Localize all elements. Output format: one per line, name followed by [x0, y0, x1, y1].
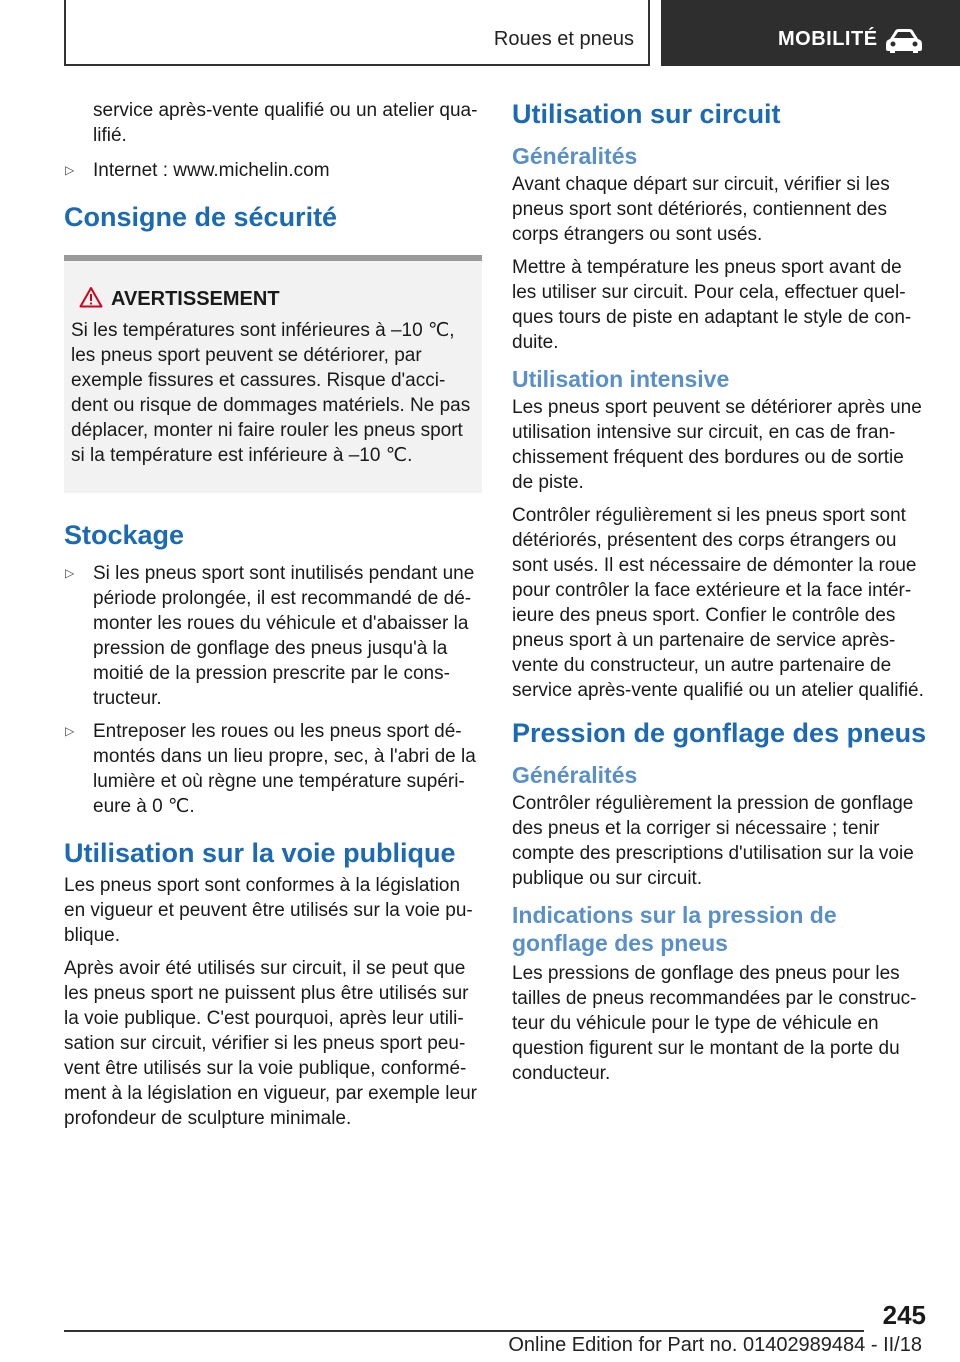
list-item — [64, 158, 482, 183]
safety-heading: Consigne de sécurité — [64, 202, 338, 232]
indications-heading: Indications sur la pression de gonflage des pneus — [512, 902, 837, 956]
intensive-heading: Utilisation intensive — [512, 366, 730, 392]
chapter-title: MOBILITÉ — [778, 28, 878, 50]
circuit-heading: Utilisation sur circuit — [512, 99, 781, 129]
footer-edition: Online Edition for Part no. 01402989484 - II/18 — [508, 1334, 922, 1356]
bullet-triangle-icon: ▷ — [65, 566, 75, 580]
intensive-paragraph-1: Les pneus sport peuvent se détériorer après une utilisation intensive sur circuit, en cas de fran-chissement fréquent des bordures ou de sortie de piste. — [512, 397, 922, 493]
list-item-text: Si les pneus sport sont inutilisés pendant une période prolongée, il est recommandé de dé-monter les roues du véhicule et d'abaisser la pression de gonflage des pneus jusqu'à la moitié de la pression prescrite par le cons-tructeur. — [93, 563, 475, 709]
pressure-general-heading: Généralités — [512, 762, 638, 788]
footer-rule — [64, 1330, 864, 1332]
road-paragraph-1: Les pneus sport sont conformes à la législation en vigueur et peuvent être utilisés sur la voie pu-blique. — [64, 875, 473, 946]
road-heading: Utilisation sur la voie publique — [64, 838, 456, 868]
bullet-triangle-icon: ▷ — [65, 163, 75, 177]
pressure-paragraph-1: Contrôler régulièrement la pression de gonflage des pneus et la corriger si nécessaire ; tenir compte des prescriptions d'utilisation sur la voie publique ou sur circuit. — [512, 793, 914, 889]
list-item-text: Entreposer les roues ou les pneus sport dé-montés dans un lieu propre, sec, à l'abri de la lumière et où règne une température supéri-eure à 0 ℃. — [93, 721, 476, 817]
continued-text: service après-vente qualifié ou un atelier qua-lifié. — [93, 100, 478, 146]
page-header — [0, 0, 960, 66]
car-icon — [884, 28, 924, 54]
left-column — [64, 98, 482, 1139]
pressure-heading: Pression de gonflage des pneus — [512, 718, 927, 748]
warning-title-row — [71, 286, 474, 312]
warning-title: AVERTISSEMENT — [111, 288, 280, 310]
general-heading: Généralités — [512, 143, 638, 169]
list-item — [64, 719, 482, 819]
road-paragraph-2: Après avoir été utilisés sur circuit, il se peut que les pneus sport ne puissent plus être utilisés sur la voie publique. C'est pourquoi, après leur utili-sation sur circuit, vérifier si les pneus sport peu-vent être utilisés sur la voie publique, conformé-ment à la législation en vigueur, par exemple leur profondeur de sculpture minimale. — [64, 958, 477, 1129]
section-title: Roues et pneus — [493, 28, 634, 50]
list-item-text: Internet : www.michelin.com — [93, 160, 330, 181]
storage-heading: Stockage — [64, 520, 185, 550]
list-item — [64, 561, 482, 711]
general-paragraph-1: Avant chaque départ sur circuit, vérifier si les pneus sport sont détériorés, contiennent des corps étrangers ou sont usés. — [512, 174, 890, 245]
page-number: 245 — [882, 1300, 926, 1330]
general-paragraph-2: Mettre à température les pneus sport avant de les utiliser sur circuit. Pour cela, effectuer quel-ques tours de piste en adaptant le style de con-duite. — [512, 257, 912, 353]
warning-box — [64, 255, 482, 493]
warning-body: Si les températures sont inférieures à –10 ℃, les pneus sport peuvent se détériorer, par exemple fissures et cassures. Risque d'acci-dent ou risque de dommages matériels. Ne pas déplacer, monter ni faire rouler les pneus sport si la température est inférieure à –10 ℃. — [71, 320, 471, 466]
warning-triangle-icon — [79, 286, 103, 308]
section-tab — [64, 0, 650, 66]
intensive-paragraph-2: Contrôler régulièrement si les pneus sport sont détériorés, présentent des corps étrangers ou sont usés. Il est nécessaire de démonter la roue pour contrôler la face extérieure et la face intér-ieure des pneus sport. Confier le contrôle des pneus sport à un partenaire de service après-vente du constructeur, un autre partenaire de service après-vente qualifié ou un atelier qualifié. — [512, 505, 924, 701]
bullet-triangle-icon: ▷ — [65, 724, 75, 738]
right-column — [512, 98, 930, 1094]
indications-paragraph-1: Les pressions de gonflage des pneus pour les tailles de pneus recommandées par le construc-teur du véhicule pour le type de véhicule en question figurent sur le montant de la porte du conducteur. — [512, 963, 917, 1084]
